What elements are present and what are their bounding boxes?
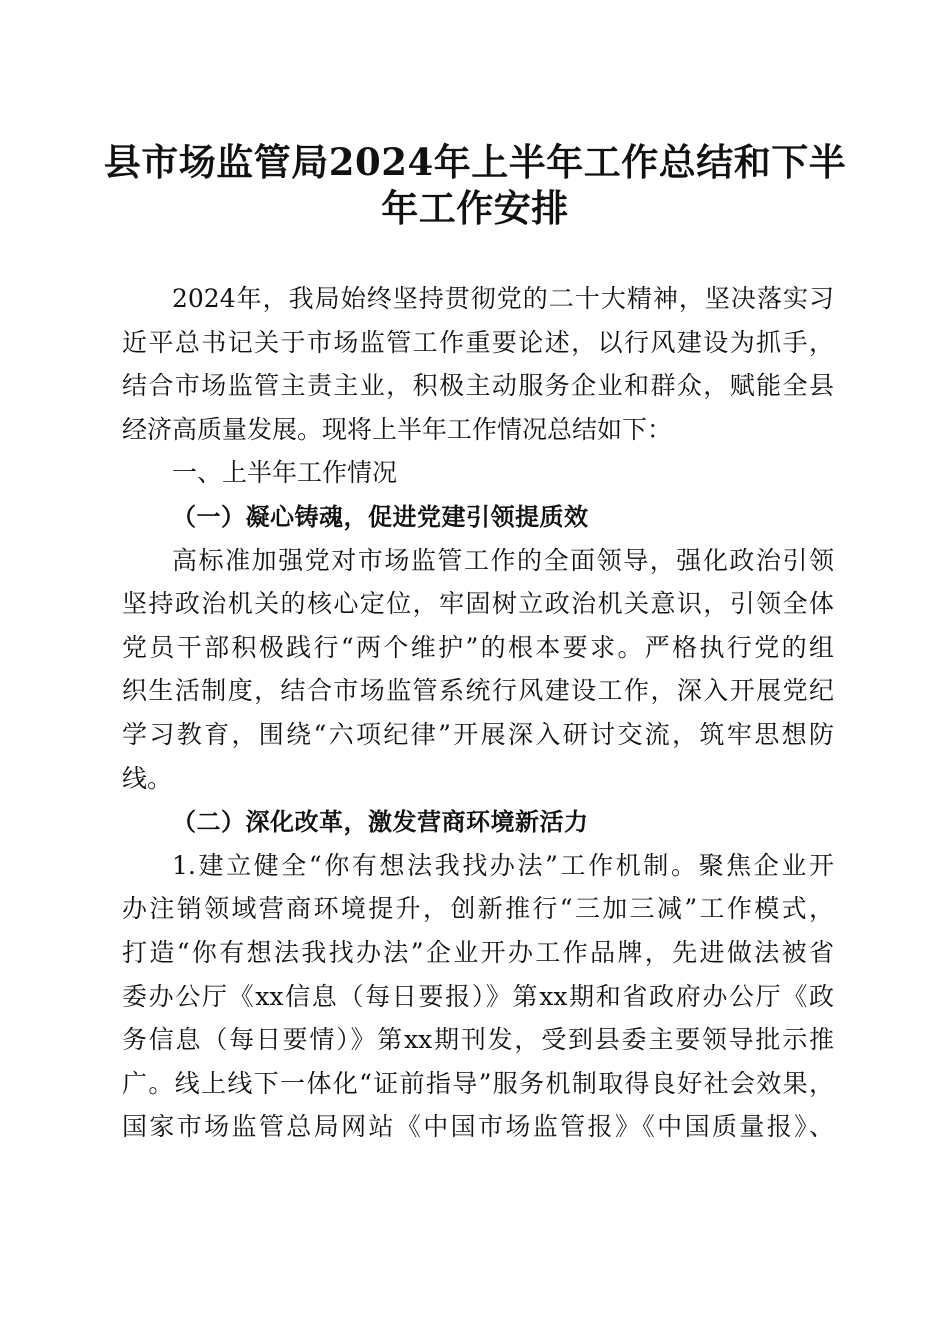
subsection-heading-1: （一）凝心铸魂，促进党建引领提质效	[172, 501, 589, 531]
document-title-line-1: 县市场监管局2024年上半年工作总结和下半	[103, 140, 847, 184]
section2-paragraph-line: 国家市场监管总局网站《中国市场监管报》《中国质量报》、	[122, 1112, 834, 1142]
section1-paragraph-line: 织生活制度，结合市场监管系统行风建设工作，深入开展党纪	[122, 676, 834, 706]
intro-paragraph-line: 2024年，我局始终坚持贯彻党的二十大精神，坚决落实习	[172, 284, 834, 313]
intro-paragraph-line: 结合市场监管主责主业，积极主动服务企业和群众，赋能全县	[122, 371, 834, 401]
section2-paragraph-line: 委办公厅《xx信息（每日要报）》第xx期和省政府办公厅《政	[122, 981, 834, 1011]
section2-paragraph-line: 广。线上线下一体化“证前指导”服务机制取得良好社会效果，	[122, 1068, 834, 1098]
document-title-line-2: 年工作安排	[381, 186, 569, 230]
section1-paragraph-line: 学习教育，围绕“六项纪律”开展深入研讨交流，筑牢思想防	[122, 719, 834, 749]
section1-paragraph-line: 党员干部积极践行“两个维护”的根本要求。严格执行党的组	[122, 632, 834, 662]
section-heading-1: 一、上半年工作情况	[172, 458, 398, 488]
document-body	[122, 277, 834, 1149]
intro-paragraph-line: 经济高质量发展。现将上半年工作情况总结如下：	[122, 414, 673, 444]
section2-paragraph-line: 务信息（每日要情）》第xx期刊发，受到县委主要领导批示推	[122, 1025, 834, 1055]
section2-paragraph-line: 打造“你有想法我找办法”企业开办工作品牌，先进做法被省	[122, 937, 834, 967]
section1-paragraph-line: 坚持政治机关的核心定位，牢固树立政治机关意识，引领全体	[122, 589, 834, 619]
section1-paragraph-line: 线。	[122, 763, 173, 793]
section1-paragraph-line: 高标准加强党对市场监管工作的全面领导，强化政治引领	[172, 545, 834, 575]
intro-paragraph-line: 近平总书记关于市场监管工作重要论述，以行风建设为抓手，	[122, 327, 834, 357]
section2-paragraph-line: 办注销领域营商环境提升，创新推行“三加三减”工作模式，	[122, 894, 834, 924]
subsection-heading-2: （二）深化改革，激发营商环境新活力	[172, 807, 589, 837]
section2-paragraph-line: 1.建立健全“你有想法我找办法”工作机制。聚焦企业开	[172, 850, 834, 880]
